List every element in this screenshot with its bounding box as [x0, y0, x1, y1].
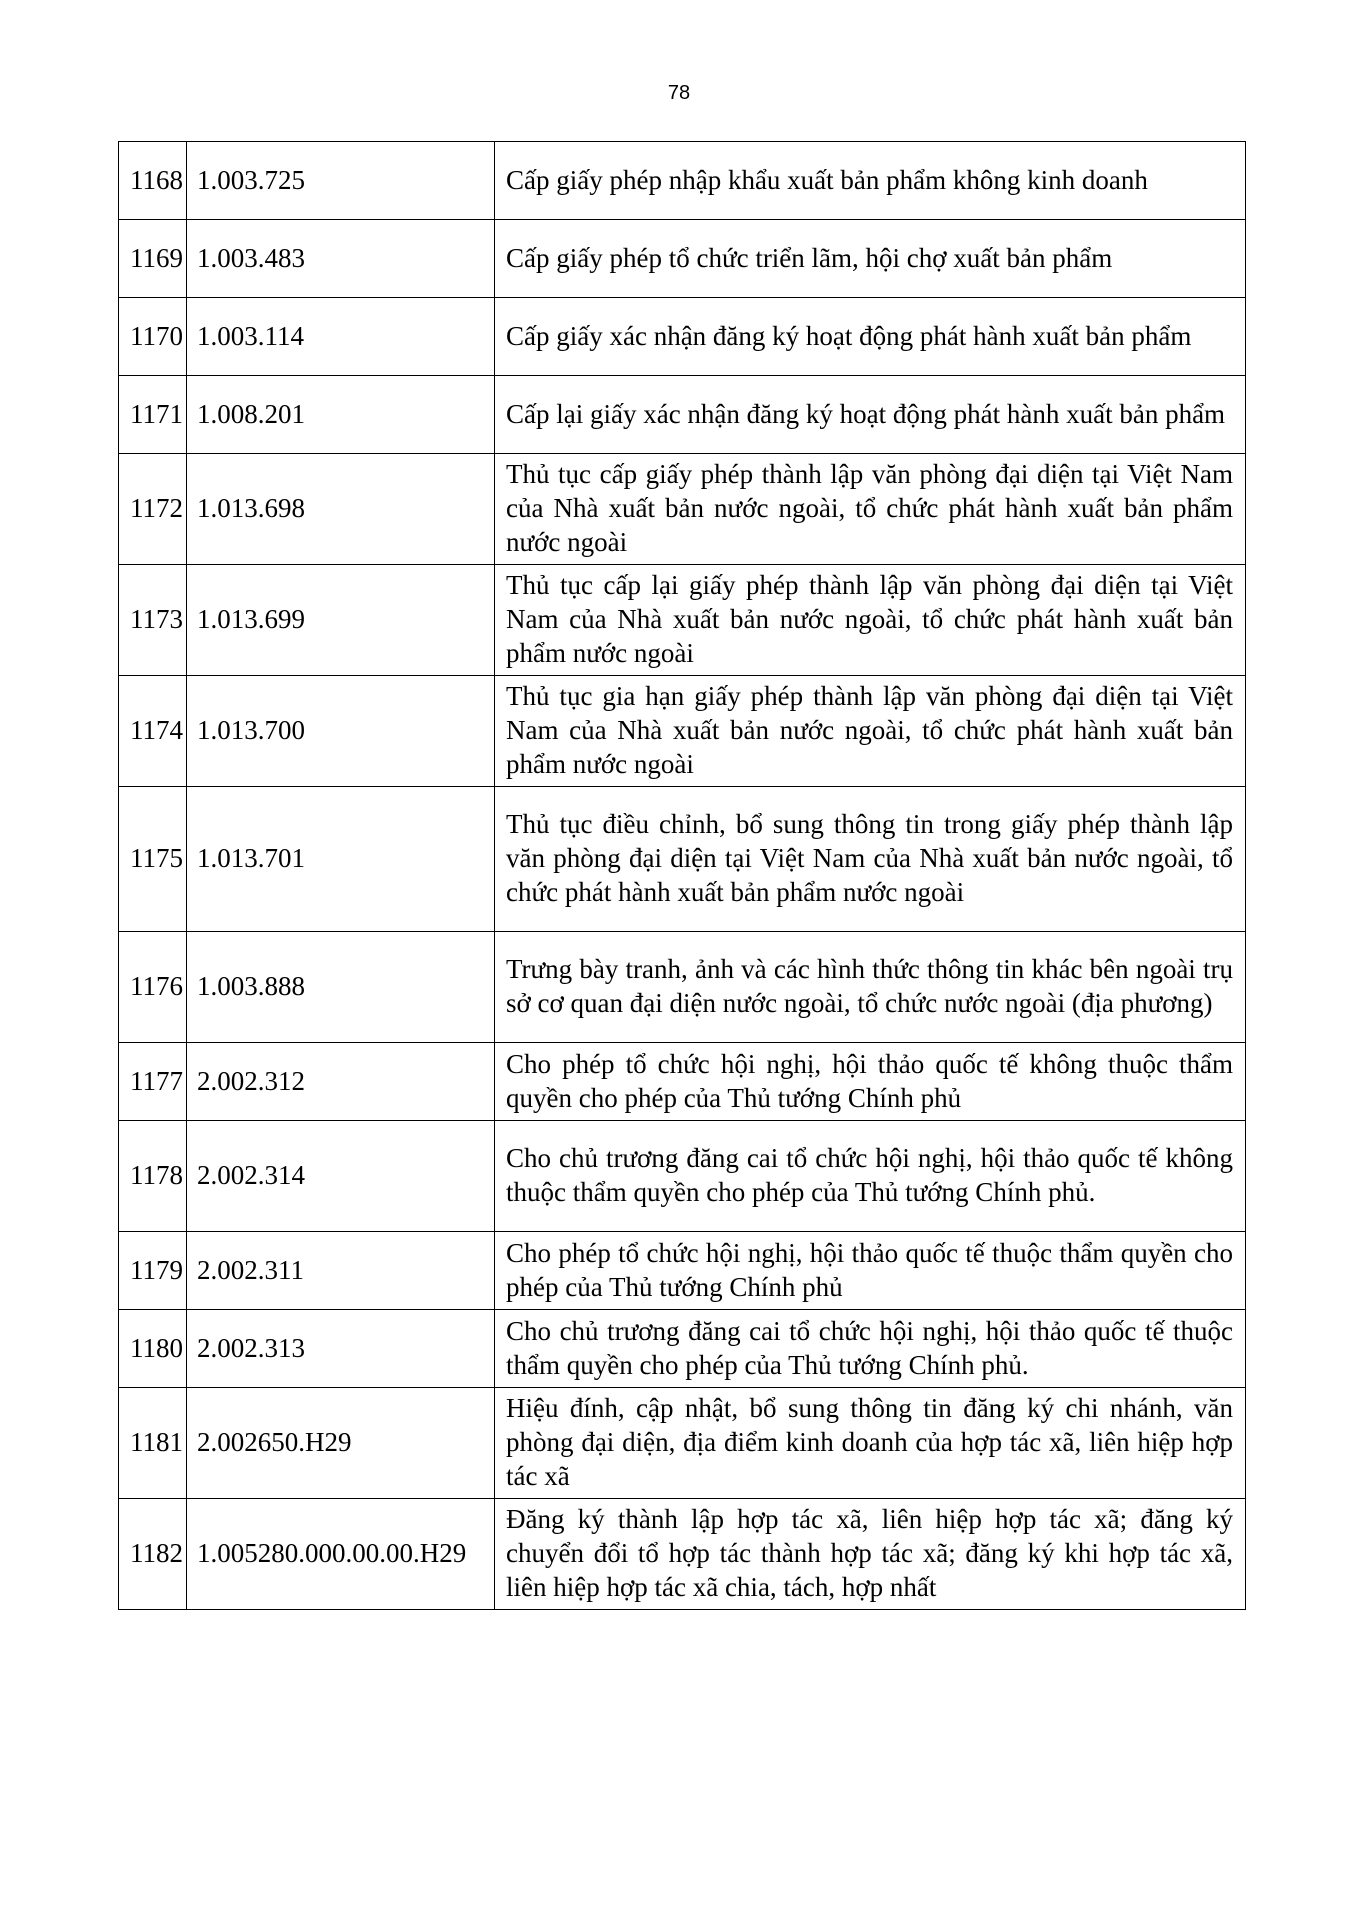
row-number: 1173 [119, 565, 187, 676]
procedure-code: 1.008.201 [187, 376, 495, 454]
procedure-name: Cho phép tổ chức hội nghị, hội thảo quốc tế thuộc thẩm quyền cho phép của Thủ tướng Chính phủ [495, 1232, 1246, 1310]
row-number: 1172 [119, 454, 187, 565]
procedure-code: 2.002.314 [187, 1121, 495, 1232]
row-number: 1180 [119, 1310, 187, 1388]
procedure-code: 2.002.313 [187, 1310, 495, 1388]
procedure-code: 1.013.701 [187, 787, 495, 932]
table-row [119, 376, 1246, 454]
procedure-code: 1.005280.000.00.00.H29 [187, 1499, 495, 1610]
row-number: 1181 [119, 1388, 187, 1499]
procedure-name: Thủ tục cấp giấy phép thành lập văn phòng đại diện tại Việt Nam của Nhà xuất bản nước ngoài, tổ chức phát hành xuất bản phẩm nước ngoài [495, 454, 1246, 565]
row-number: 1175 [119, 787, 187, 932]
procedure-name: Cho chủ trương đăng cai tổ chức hội nghị, hội thảo quốc tế không thuộc thẩm quyền cho phép của Thủ tướng Chính phủ. [495, 1121, 1246, 1232]
procedure-name: Cấp giấy xác nhận đăng ký hoạt động phát hành xuất bản phẩm [495, 298, 1246, 376]
procedure-name: Đăng ký thành lập hợp tác xã, liên hiệp hợp tác xã; đăng ký chuyển đổi tổ hợp tác thành hợp tác xã; đăng ký khi hợp tác xã, liên hiệp hợp tác xã chia, tách, hợp nhất [495, 1499, 1246, 1610]
page-number: 78 [667, 82, 691, 104]
row-number: 1171 [119, 376, 187, 454]
row-number: 1174 [119, 676, 187, 787]
procedures-table [118, 141, 1246, 1610]
table-row [119, 1043, 1246, 1121]
table-row [119, 787, 1246, 932]
row-number: 1170 [119, 298, 187, 376]
row-number: 1177 [119, 1043, 187, 1121]
table-row [119, 1388, 1246, 1499]
table-row [119, 676, 1246, 787]
table-row [119, 1499, 1246, 1610]
procedure-code: 1.013.698 [187, 454, 495, 565]
procedure-code: 1.003.888 [187, 932, 495, 1043]
table-row [119, 142, 1246, 220]
table-row [119, 1232, 1246, 1310]
procedure-name: Hiệu đính, cập nhật, bổ sung thông tin đăng ký chi nhánh, văn phòng đại diện, địa điểm kinh doanh của hợp tác xã, liên hiệp hợp tác xã [495, 1388, 1246, 1499]
procedure-code: 2.002650.H29 [187, 1388, 495, 1499]
procedure-code: 2.002.312 [187, 1043, 495, 1121]
procedure-name: Cấp giấy phép nhập khẩu xuất bản phẩm không kinh doanh [495, 142, 1246, 220]
procedure-name: Cho chủ trương đăng cai tổ chức hội nghị, hội thảo quốc tế thuộc thẩm quyền cho phép của Thủ tướng Chính phủ. [495, 1310, 1246, 1388]
procedure-code: 1.013.700 [187, 676, 495, 787]
row-number: 1169 [119, 220, 187, 298]
procedure-code: 1.003.725 [187, 142, 495, 220]
procedure-name: Cấp lại giấy xác nhận đăng ký hoạt động phát hành xuất bản phẩm [495, 376, 1246, 454]
procedure-code: 2.002.311 [187, 1232, 495, 1310]
procedure-name: Cấp giấy phép tổ chức triển lãm, hội chợ xuất bản phẩm [495, 220, 1246, 298]
table-row [119, 1310, 1246, 1388]
table-row [119, 565, 1246, 676]
procedure-code: 1.013.699 [187, 565, 495, 676]
table-row [119, 298, 1246, 376]
row-number: 1176 [119, 932, 187, 1043]
procedure-name: Thủ tục điều chỉnh, bổ sung thông tin trong giấy phép thành lập văn phòng đại diện tại Việt Nam của Nhà xuất bản nước ngoài, tổ chức phát hành xuất bản phẩm nước ngoài [495, 787, 1246, 932]
procedure-code: 1.003.114 [187, 298, 495, 376]
procedure-name: Thủ tục gia hạn giấy phép thành lập văn phòng đại diện tại Việt Nam của Nhà xuất bản nước ngoài, tổ chức phát hành xuất bản phẩm nước ngoài [495, 676, 1246, 787]
procedure-name: Cho phép tổ chức hội nghị, hội thảo quốc tế không thuộc thẩm quyền cho phép của Thủ tướng Chính phủ [495, 1043, 1246, 1121]
procedure-name: Thủ tục cấp lại giấy phép thành lập văn phòng đại diện tại Việt Nam của Nhà xuất bản nước ngoài, tổ chức phát hành xuất bản phẩm nước ngoài [495, 565, 1246, 676]
table-row [119, 1121, 1246, 1232]
row-number: 1178 [119, 1121, 187, 1232]
row-number: 1182 [119, 1499, 187, 1610]
procedure-name: Trưng bày tranh, ảnh và các hình thức thông tin khác bên ngoài trụ sở cơ quan đại diện nước ngoài, tổ chức nước ngoài (địa phương) [495, 932, 1246, 1043]
row-number: 1168 [119, 142, 187, 220]
table-row [119, 220, 1246, 298]
procedure-code: 1.003.483 [187, 220, 495, 298]
row-number: 1179 [119, 1232, 187, 1310]
table-row [119, 932, 1246, 1043]
table-row [119, 454, 1246, 565]
